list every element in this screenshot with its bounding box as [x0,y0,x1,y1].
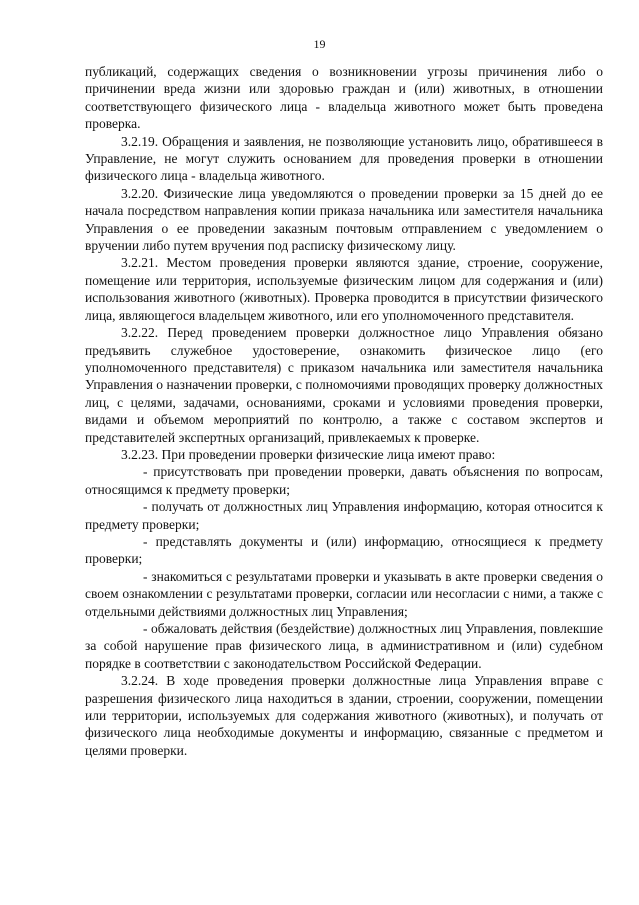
list-item-right-receive-info: - получать от должностных лиц Управления информацию, которая относится к предмету проверки; [85,499,603,532]
paragraph-continuation: публикаций, содержащих сведения о возникновении угрозы причинения либо о причинении вреда жизни или здоровью граждан и (или) животных, в отношении соответствующего физического лица - владельца животного может быть проведена проверка. [85,64,603,132]
document-body [85,63,603,759]
page-number: 19 [313,37,326,51]
paragraph-3-2-19: 3.2.19. Обращения и заявления, не позволяющие установить лицо, обратившееся в Управление, не могут служить основанием для проведения проверки в отношении физического лица - владельца животного. [85,133,603,184]
list-item-right-attend: - присутствовать при проведении проверки, давать объяснения по вопросам, относящимся к предмету проверки; [85,464,603,497]
list-item-right-appeal: - обжаловать действия (бездействие) должностных лиц Управления, повлекшие за собой нарушение прав физического лица, в административном и (или) судебном порядке в соответствии с законодательством Российской Федерации. [85,621,603,671]
paragraph-3-2-23: 3.2.23. При проведении проверки физические лица имеют право: [121,446,496,462]
list-item-right-submit-documents: - представлять документы и (или) информацию, относящиеся к предмету проверки; [85,533,603,567]
list-item-right-review-results: - знакомиться с результатами проверки и указывать в акте проверки сведения о своем ознакомлении с результатами проверки, согласии или несогласии с ними, а также с отдельными действиями должностных лиц Управления; [85,568,603,619]
paragraph-3-2-22: 3.2.22. Перед проведением проверки должностное лицо Управления обязано предъявить служебное удостоверение, ознакомить физическое лицо (его уполномоченного представителя) с приказом начальника или заместителя начальника Управления о назначении проверки, с полномочиями проводящих проверку должностных лиц, с целями, задачами, основаниями, сроками и условиями проведения проверки, видами и объемом мероприятий по контролю, а также с составом экспертов и представителей экспертных организаций, привлекаемых к проверке. [85,325,603,445]
paragraph-3-2-24: 3.2.24. В ходе проведения проверки должностные лица Управления вправе с разрешения физического лица находиться в здании, строении, сооружении, помещении или территории, используемых для содержания животного (животных), и получать от физического лица необходимые документы и информацию, связанные с предметом и целями проверки. [85,673,603,758]
paragraph-3-2-21: 3.2.21. Местом проведения проверки являются здание, строение, сооружение, помещение или территория, используемые физическим лицом для содержания и (или) использования животного (животных). Проверка проводится в присутствии физического лица, являющегося владельцем животного, или его уполномоченного представителя. [85,255,603,323]
paragraph-3-2-20: 3.2.20. Физические лица уведомляются о проведении проверки за 15 дней до ее начала посредством направления копии приказа начальника или заместителя начальника Управления о ее проведении заказным почтовым отправлением с уведомлением о вручении либо путем вручения под расписку физическому лицу. [85,185,603,254]
